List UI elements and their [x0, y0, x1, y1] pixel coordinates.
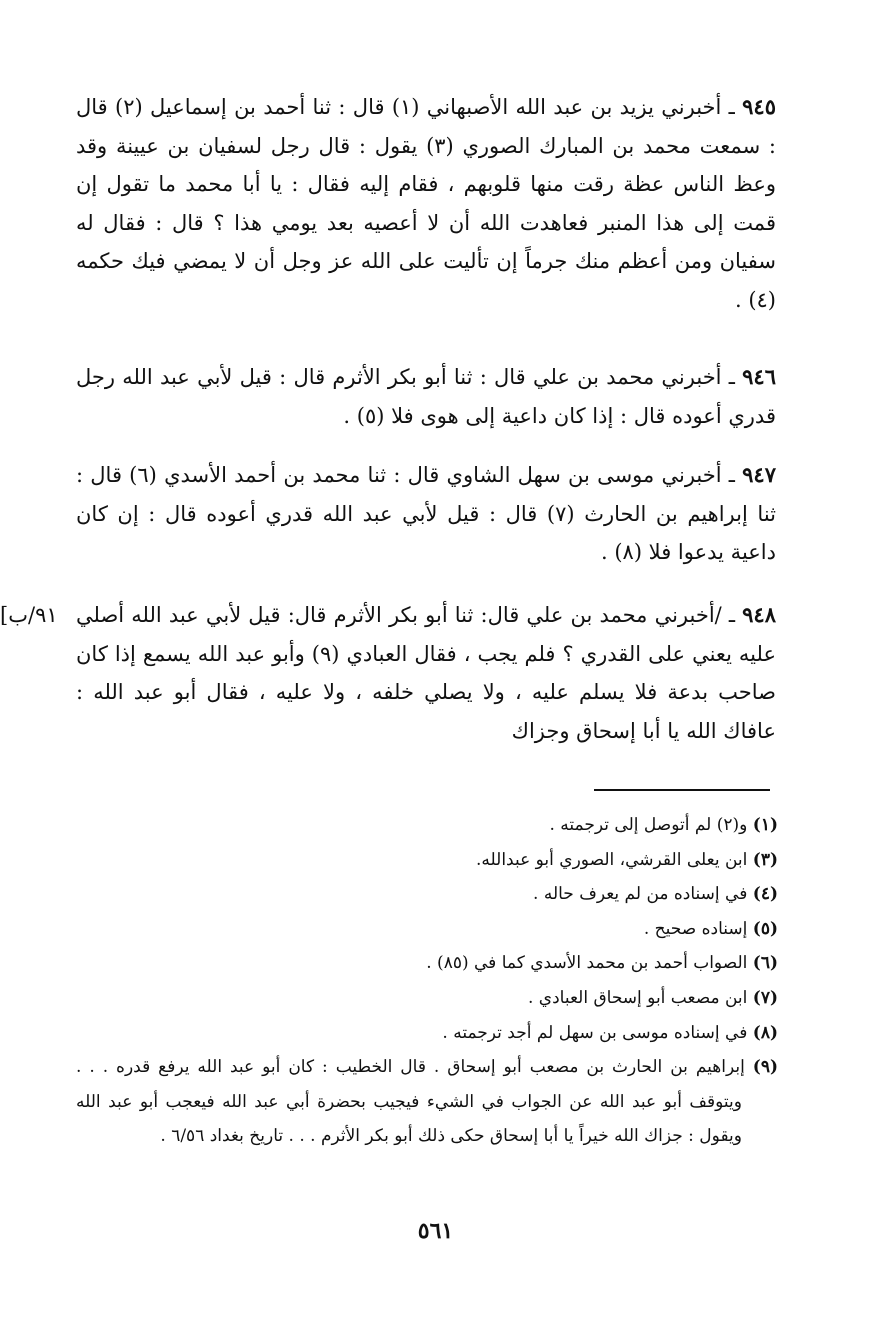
- footnote-text: إبراهيم بن الحارث بن مصعب أبو إسحاق . قال الخطيب : كان أبو عبد الله يرفع قدره . . . ويتوقف أبو عبد الله عن الجواب في الشيء فيجيب بحضرة أبي عبد الله فيعجب أبو عبد الله ويقول : جزاك الله خيراً يا أبا إسحاق حكى ذلك أبو بكر الأثرم . . . تاريخ بغداد ٦/٥٦ .: [76, 1057, 745, 1147]
- page-number: ٥٦١: [417, 1218, 454, 1244]
- entry-text: أخبرني محمد بن علي قال : ثنا أبو بكر الأثرم قال : قيل لأبي عبد الله رجل قدري أعوده قال : إذا كان داعية إلى هوى فلا (٥) .: [76, 365, 776, 428]
- footnote-text: في إسناده من لم يعرف حاله .: [533, 884, 748, 905]
- footnote: [76, 981, 778, 1016]
- entry-text: أخبرني موسى بن سهل الشاوي قال : ثنا محمد بن أحمد الأسدي (٦) قال : ثنا إبراهيم بن الحارث (٧) قال : قيل لأبي عبد الله قدري أعوده قال : إن كان داعية يدعوا فلا (٨) .: [76, 463, 777, 564]
- footnote-number: (٣): [752, 849, 778, 870]
- entry-text: أخبرني يزيد بن عبد الله الأصبهاني (١) قال : ثنا أحمد بن إسماعيل (٢) قال : سمعت محمد بن المبارك الصوري (٣) يقول : قال رجل لسفيان بن عيينة وقد وعظ الناس عظة رقت منها قلوبهم ، فقام إليه فقال : يا أبا محمد ما تقول إن قمت إلى هذا المنبر فعاهدت الله أن لا أعصيه بعد يومي هذا ؟ قال : فقال له سفيان ومن أعظم منك جرماً إن تأليت على الله عز وجل أن لا يمضي فيك حكمه (٤) .: [76, 95, 776, 312]
- footnote-number: (٤): [752, 884, 778, 905]
- footnote: [76, 808, 778, 843]
- footnote: [76, 1050, 778, 1154]
- footnote: [76, 946, 778, 981]
- entry-number: ٩٤٨: [742, 602, 776, 627]
- entry-number: ٩٤٧: [742, 462, 776, 487]
- footnote: [76, 877, 778, 912]
- entry-text: /أخبرني محمد بن علي قال: ثنا أبو بكر الأثرم قال: قيل لأبي عبد الله أصلي عليه يعني على القدري ؟ فلم يجب ، فقال العبادي (٩) وأبو عبد الله يسمع إذا كان صاحب بدعة فلا يسلم عليه ، ولا يصلي خلفه ، ولا عليه ، فقال أبو عبد الله : عافاك الله يا أبا إسحاق وجزاك: [76, 603, 776, 743]
- footnote-number: (٧): [752, 987, 778, 1008]
- footnote-number: (٦): [752, 953, 778, 974]
- entry-945: ٩٤٥ ـ أخبرني يزيد بن عبد الله الأصبهاني (١) قال : ثنا أحمد بن إسماعيل (٢) قال : سمعت محمد بن المبارك الصوري (٣) يقول : قال رجل لسفيان بن عيينة وقد وعظ الناس عظة رقت منها قلوبهم ، فقام إليه فقال : يا أبا محمد ما تقول إن قمت إلى هذا المنبر فعاهدت الله أن لا أعصيه بعد يومي هذا ؟ قال : فقال له سفيان ومن أعظم منك جرماً إن تأليت على الله عز وجل أن لا يمضي فيك حكمه (٤) .: [76, 94, 776, 312]
- footnotes: [76, 808, 778, 1154]
- footnote-text: في إسناده موسى بن سهل لم أجد ترجمته .: [442, 1022, 748, 1043]
- entry-946: ٩٤٦ ـ أخبرني محمد بن علي قال : ثنا أبو بكر الأثرم قال : قيل لأبي عبد الله رجل قدري أعوده قال : إذا كان داعية إلى هوى فلا (٥) .: [76, 364, 776, 428]
- footnote-text: ابن يعلى القرشي، الصوري أبو عبدالله.: [476, 849, 748, 870]
- entry-number: ٩٤٥: [742, 94, 776, 119]
- footnote-number: (١): [752, 815, 778, 835]
- footnote-number: (٥): [752, 918, 778, 939]
- entry-948: ٩٤٨ ـ /أخبرني محمد بن علي قال: ثنا أبو بكر الأثرم قال: قيل لأبي عبد الله أصلي عليه يعني على القدري ؟ فلم يجب ، فقال العبادي (٩) وأبو عبد الله يسمع إذا كان صاحب بدعة فلا يسلم عليه ، ولا يصلي خلفه ، ولا عليه ، فقال أبو عبد الله : عافاك الله يا أبا إسحاق وجزاك: [76, 602, 776, 743]
- footnote: [76, 1016, 778, 1051]
- footnote-text: إسناده صحيح .: [643, 918, 748, 939]
- footnote-number: (٩): [752, 1057, 778, 1078]
- footnote-text: الصواب أحمد بن محمد الأسدي كما في (٨٥) .: [426, 953, 748, 974]
- footnote-text: و(٢) لم أتوصل إلى ترجمته .: [549, 815, 748, 835]
- footnote-text: ابن مصعب أبو إسحاق العبادي .: [527, 987, 748, 1008]
- entry-number: ٩٤٦: [742, 364, 776, 389]
- footnote: [76, 912, 778, 947]
- footnote-divider: [594, 789, 770, 791]
- footnote-number: (٨): [752, 1022, 778, 1043]
- entry-947: ٩٤٧ ـ أخبرني موسى بن سهل الشاوي قال : ثنا محمد بن أحمد الأسدي (٦) قال : ثنا إبراهيم بن الحارث (٧) قال : قيل لأبي عبد الله قدري أعوده قال : إن كان داعية يدعوا فلا (٨) .: [76, 462, 777, 564]
- footnote: [76, 843, 778, 878]
- manuscript-folio-marker: [٩١/ب: [0, 603, 58, 627]
